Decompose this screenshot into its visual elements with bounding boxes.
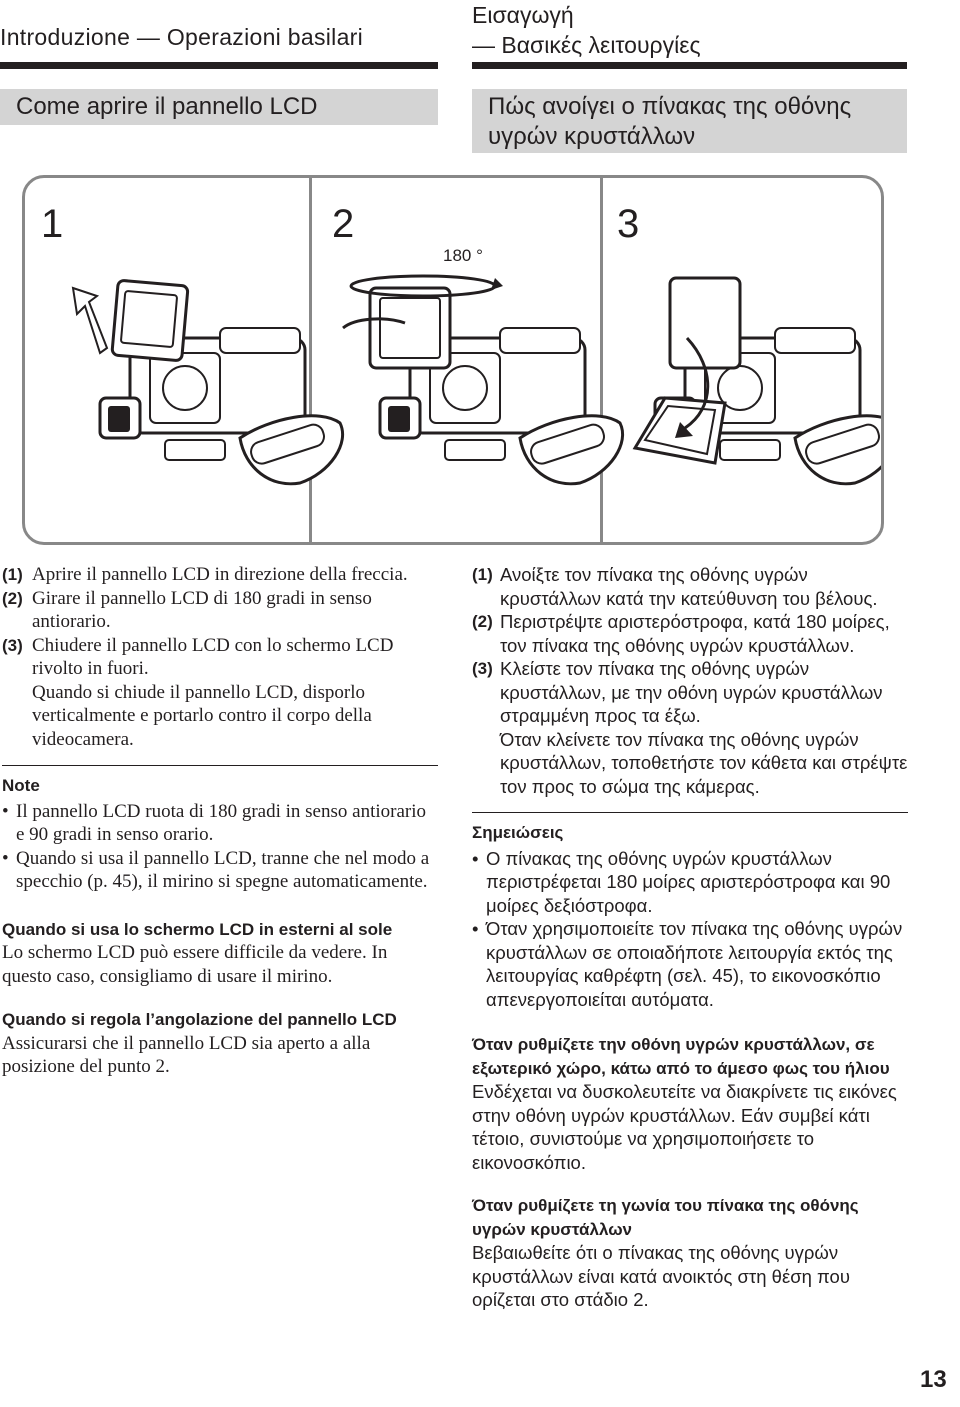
subsection-banner-italian: Come aprire il pannello LCD: [0, 89, 438, 125]
step-item-1: [2, 563, 438, 587]
subsection-banner-greek-line2: υγρών κρυστάλλων: [488, 123, 696, 150]
subsection-banner-greek: [472, 89, 907, 153]
step-text: Aprire il pannello LCD in direzione della freccia.: [32, 564, 408, 585]
header-rule-left: [0, 62, 438, 69]
step-text: Chiudere il pannello LCD con lo schermo LCD rivolto in fuori.: [32, 634, 394, 679]
section-title-greek-line2: — Βασικές λειτουργίες: [472, 32, 701, 58]
rotation-label: 180 °: [443, 246, 483, 265]
note-text: Il pannello LCD ruota di 180 gradi in senso antiorario e 90 gradi in senso orario.: [16, 800, 426, 845]
italian-column: [2, 563, 438, 1079]
note-text: Ο πίνακας της οθόνης υγρών κρυστάλλων περιστρέφεται 180 μοίρες αριστερόστροφα και 90 μοίρες δεξιόστροφα.: [486, 847, 891, 916]
section-title-greek-line1: Εισαγωγή: [472, 2, 574, 28]
step-number: (2): [472, 612, 493, 631]
illustration-panel: [22, 175, 884, 545]
step-3-note: Όταν κλείνετε τον πίνακα της οθόνης υγρών κρυστάλλων, τοποθετήστε τον κάθετα και στρέψτε τον προς το σώμα της κάμερας.: [500, 728, 908, 797]
step-text: Κλείστε τον πίνακα της οθόνης υγρών κρυστάλλων, με την οθόνη υγρών κρυστάλλων στραμμένη προς τα έξω.: [500, 658, 883, 726]
step-text: Περιστρέψτε αριστερόστροφα, κατά 180 μοίρες, τον πίνακα της οθόνης υγρών κρυστάλλων.: [500, 611, 890, 656]
greek-column: [472, 563, 908, 1312]
section-heading: Quando si regola l’angolazione del pannello LCD: [2, 1010, 397, 1029]
note-item: • Il pannello LCD ruota di 180 gradi in senso antiorario e 90 gradi in senso orario.: [2, 800, 438, 847]
page-number: 13: [920, 1366, 947, 1393]
step-number-2: 2: [332, 202, 355, 246]
section-title-italian: Introduzione — Operazioni basilari: [0, 24, 364, 50]
camcorder-illustrations: [25, 178, 881, 542]
header-rule-right: [472, 62, 907, 69]
step-item-2: [472, 610, 908, 657]
notes-block: [472, 812, 908, 1011]
section-body: Βεβαιωθείτε ότι ο πίνακας της οθόνης υγρών κρυστάλλων είναι κατά ανοικτός στη θέση που ορίζεται στο στάδιο 2.: [472, 1242, 850, 1310]
section-heading: Όταν ρυθμίζετε την οθόνη υγρών κρυστάλλων, σε εξωτερικό χώρο, κάτω από το άμεσο φως του ήλιου: [472, 1035, 890, 1078]
section-heading: Quando si usa lo schermo LCD in esterni al sole: [2, 919, 393, 939]
step-number: (2): [2, 588, 23, 608]
section-body: Ενδέχεται να δυσκολευτείτε να διακρίνετε τις εικόνες στην οθόνη υγρών κρυστάλλων. Εάν συμβεί κάτι τέτοιο, συνιστούμε να χρησιμοποιήσετε το εικονοσκόπιο.: [472, 1081, 897, 1173]
section-title-greek: [472, 0, 907, 60]
step-item-3: [472, 657, 908, 728]
note-item: • Ο πίνακας της οθόνης υγρών κρυστάλλων περιστρέφεται 180 μοίρες αριστερόστροφα και 90 μοίρες δεξιόστροφα.: [472, 847, 908, 918]
step-text: Girare il pannello LCD di 180 gradi in senso antiorario.: [32, 587, 372, 632]
note-item: • Όταν χρησιμοποιείτε τον πίνακα της οθόνης υγρών κρυστάλλων σε οποιαδήποτε λειτουργία εκτός της λειτουργίας καθρέφτη (σελ. 45), το εικονοσκόπιο απενεργοποιείται αυτόματα.: [472, 917, 908, 1011]
note-text: Quando si usa il pannello LCD, tranne che nel modo a specchio (p. 45), il mirino si spegne automaticamente.: [16, 847, 430, 892]
step-item-1: [472, 563, 908, 610]
notes-title: Note: [2, 776, 40, 795]
step-text: Ανοίξτε τον πίνακα της οθόνης υγρών κρυστάλλων κατά την κατεύθυνση του βέλους.: [500, 564, 878, 609]
step-number: (1): [472, 565, 493, 584]
note-text: Όταν χρησιμοποιείτε τον πίνακα της οθόνης υγρών κρυστάλλων σε οποιαδήποτε λειτουργία εκτός της λειτουργίας καθρέφτη (σελ. 45), το εικονοσκόπιο απενεργοποιείται αυτόματα.: [486, 918, 903, 1010]
subsection-banner-greek-line1: Πώς ανοίγει ο πίνακας της οθόνης: [488, 93, 852, 120]
notes-block: [2, 765, 438, 894]
section-heading: Όταν ρυθμίζετε τη γωνία του πίνακα της οθόνης υγρών κρυστάλλων: [472, 1196, 859, 1239]
section-body: Lo schermo LCD può essere difficile da vedere. In questo caso, consigliamo di usare il mirino.: [2, 942, 388, 987]
step-item-3: [2, 634, 438, 681]
step-3-note: Quando si chiude il pannello LCD, disporlo verticalmente e portarlo contro il corpo della videocamera.: [32, 681, 372, 750]
step-item-2: [2, 587, 438, 634]
step-number-1: 1: [41, 202, 64, 246]
step-number-3: 3: [617, 202, 640, 246]
notes-title: Σημειώσεις: [472, 823, 564, 842]
section-body: Assicurarsi che il pannello LCD sia aperto a alla posizione del punto 2.: [2, 1032, 371, 1077]
step-number: (1): [2, 565, 23, 584]
note-item: • Quando si usa il pannello LCD, tranne che nel modo a specchio (p. 45), il mirino si spegne automaticamente.: [2, 847, 438, 894]
step-number: (3): [2, 635, 23, 655]
step-number: (3): [472, 659, 493, 678]
